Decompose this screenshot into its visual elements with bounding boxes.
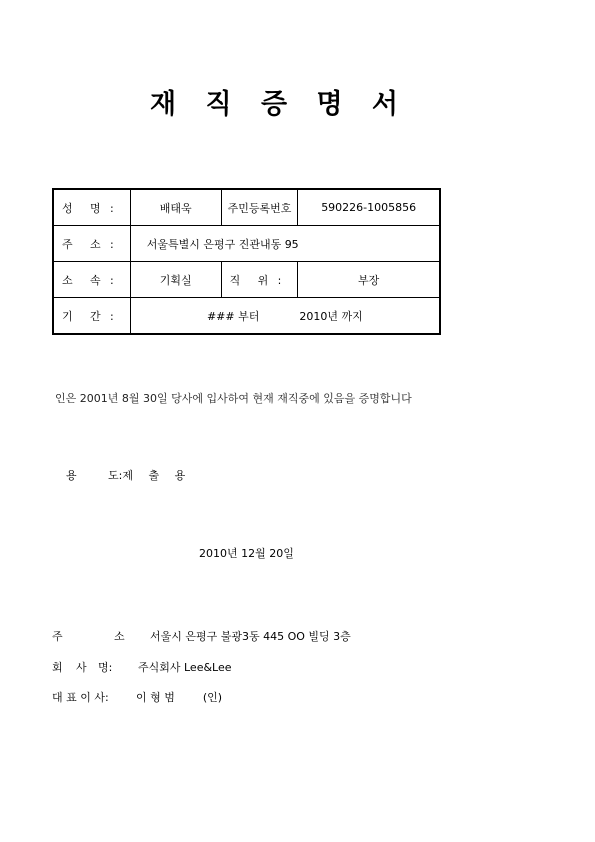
address-label: 주 소 :: [53, 226, 130, 262]
company-address-label: 주 소: [52, 630, 125, 643]
rrn-value: 590226-1005856: [298, 189, 440, 226]
ceo-label: 대 표 이 사:: [52, 691, 109, 704]
purpose-value: 제 출 용: [122, 469, 192, 482]
company-name-value: 주식회사 Lee&Lee: [138, 661, 232, 674]
company-name-line: [52, 659, 232, 675]
position-label: 직 위 :: [221, 262, 298, 298]
company-address-line: [52, 628, 351, 644]
period-label: 기 간 :: [53, 298, 130, 335]
ceo-name: 이 형 범: [136, 691, 175, 704]
name-label: 성 명 :: [53, 189, 130, 226]
rrn-label: 주민등록번호: [221, 189, 298, 226]
table-row: [53, 262, 440, 298]
purpose-label-1: 용: [66, 469, 77, 482]
employment-statement: 인은 2001년 8월 30일 당사에 입사하여 현재 재직중에 있음을 증명합니다: [55, 392, 412, 405]
address-value: 서울특별시 은평구 진관내동 95: [130, 226, 440, 262]
period-start: ### 부터: [206, 309, 260, 323]
purpose-colon: :: [118, 469, 123, 482]
position-value: 부장: [298, 262, 440, 298]
purpose-line: [66, 467, 191, 483]
company-address-value: 서울시 은평구 불광3동 445 OO 빌딩 3층: [150, 630, 351, 643]
ceo-line: [52, 689, 222, 705]
document-title: 재 직 증 명 서: [150, 89, 409, 120]
purpose-label-2: 도: [108, 469, 119, 482]
period-value: [130, 298, 440, 335]
table-row: [53, 298, 440, 335]
dept-label: 소 속 :: [53, 262, 130, 298]
period-end: 2010년 까지: [299, 309, 363, 323]
table-row: [53, 226, 440, 262]
seal-mark: (인): [202, 691, 223, 704]
dept-value: 기획실: [130, 262, 221, 298]
name-value: 배태욱: [130, 189, 221, 226]
table-row: [53, 189, 440, 226]
issue-date: 2010년 12월 20일: [199, 547, 294, 560]
employee-info-table: [52, 188, 441, 335]
company-name-label: 회 사 명:: [52, 661, 113, 674]
